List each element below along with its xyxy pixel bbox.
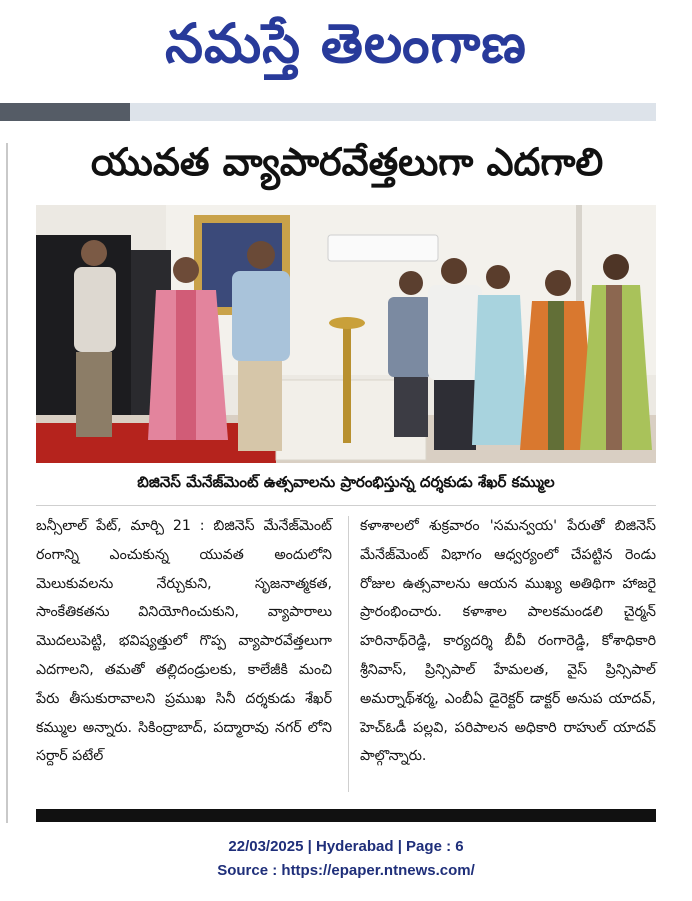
page-edge-line (6, 143, 8, 823)
article-column-right (360, 512, 656, 771)
newspaper-logo: నమస్తే తెలంగాణ (165, 11, 527, 75)
caption-divider (36, 505, 656, 506)
next-article-headline-cropped (36, 800, 656, 822)
masthead-rule-dark (0, 103, 130, 121)
article-column-left (36, 512, 332, 771)
page-info: 22/03/2025 | Hyderabad | Page : 6 (228, 838, 464, 855)
masthead (0, 0, 692, 100)
column-divider (348, 516, 349, 792)
article-headline: యువత వ్యాపారవేత్తలుగా ఎదగాలి (90, 140, 604, 184)
source-line: Source : https://epaper.ntnews.com/ (217, 862, 475, 879)
article-paragraph-right: కళాశాలలో శుక్రవారం 'సమన్వయ' పేరుతో బిజినెస్ మేనేజ్‌మెంట్ విభాగం ఆధ్వర్యంలో చేపట్టిన రెండు రోజుల ఉత్సవాలను ఆయన ముఖ్య అతిథిగా హాజరై ప్రారంభించారు. కళాశాల పాలకమండలి చైర్మన్ హరినాథ్‌రెడ్డి, కార్యదర్శి బీవీ రంగారెడ్డి, కోశాధికారి శ్రీనివాస్, ప్రిన్సిపాల్ హేమలత, వైస్ ప్రిన్సిపాల్ అమర్నాథ్‌శర్మ, ఎంబీఏ డైరెక్టర్ డాక్టర్ అనుప యాదవ్, హెచ్‌ఓడీ పల్లవి, పరిపాలన అధికారి రాహుల్ యాదవ్ పాల్గొన్నారు. (360, 518, 656, 765)
news-photo (36, 205, 656, 463)
photo-caption: బిజినెస్ మేనేజ్‌మెంట్ ఉత్సవాలను ప్రారంభిస్తున్న దర్శకుడు శేఖర్ కమ్ముల (137, 473, 555, 491)
masthead-rule-light (130, 103, 656, 121)
article-paragraph-left: బన్సీలాల్ పేట్, మార్చి 21 : బిజినెస్ మేనేజ్‌మెంట్ రంగాన్ని ఎంచుకున్న యువత అందులోని మెలుకువలను నేర్చుకుని, సృజనాత్మకత, సాంకేతికతను వినియోగించుకుని, వ్యాపారాలు మొదలుపెట్టి, భవిష్యత్తులో గొప్ప వ్యాపారవేత్తలుగా ఎదగాలని, తమతో తల్లిదండ్రులకు, కాలేజీకి మంచి పేరు తీసుకురావాలని ప్రముఖ సినీ దర్శకుడు శేఖర్ కమ్ముల అన్నారు. సికింద్రాబాద్, పద్మారావు నగర్ లోని సర్దార్ పటేల్ (36, 518, 332, 765)
event-photo-illustration (36, 205, 656, 463)
